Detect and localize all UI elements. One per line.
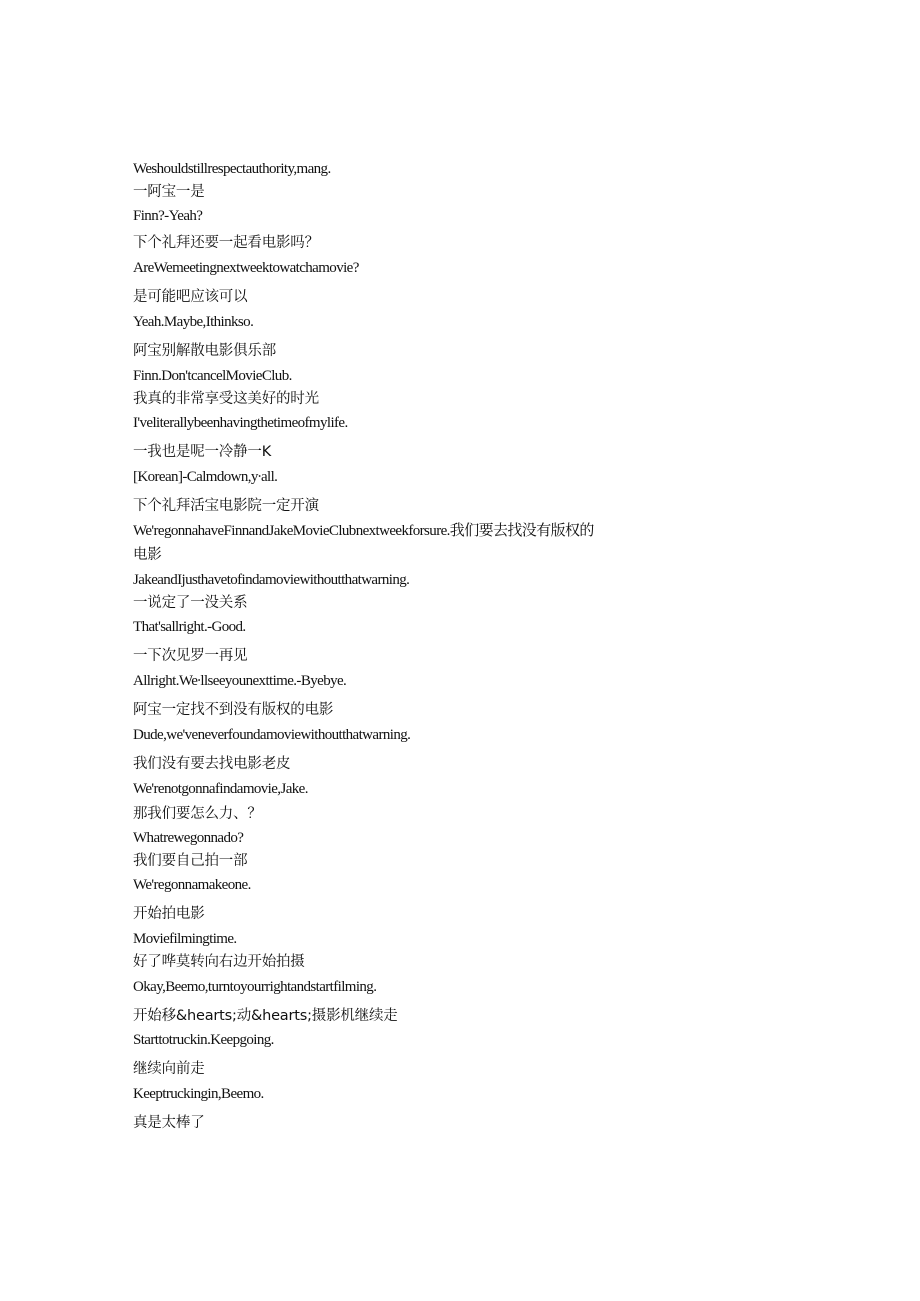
subtitle-line-english: JakeandIjusthavetofindamoviewithoutthatwarning.	[133, 572, 410, 588]
subtitle-line-chinese: 一说定了一没关系	[133, 595, 248, 611]
subtitle-line-chinese: 继续向前走	[133, 1061, 205, 1077]
subtitle-line-english: Finn?-Yeah?	[133, 208, 203, 224]
subtitle-line-english: Whatrewegonnado?	[133, 830, 244, 846]
subtitle-line-english: Finn.Don'tcancelMovieClub.	[133, 368, 292, 384]
subtitle-line-english: Yeah.Maybe,Ithinkso.	[133, 314, 254, 330]
subtitle-line-chinese: 我真的非常享受这美好的时光	[133, 391, 319, 407]
subtitle-line-english: Weshouldstillrespectauthority,mang.	[133, 161, 331, 177]
subtitle-line-chinese: 是可能吧应该可以	[133, 289, 248, 305]
subtitle-line-chinese: 那我们要怎么力、？	[133, 806, 262, 822]
subtitle-line-english: Dude,we'veneverfoundamoviewithoutthatwarning.	[133, 727, 411, 743]
subtitle-line-mixed: We'regonnahaveFinnandJakeMovieClubnextweekforsure.我们要去找没有版权的	[133, 523, 594, 539]
subtitle-line-english: AreWemeetingnextweektowatchamovie?	[133, 260, 359, 276]
subtitle-line-english: We'regonnamakeone.	[133, 877, 251, 893]
subtitle-line-chinese: 一我也是呢一冷静一K	[133, 444, 272, 460]
subtitle-line-english: Moviefilmingtime.	[133, 931, 237, 947]
subtitle-line-english: Okay,Beemo,turntoyourrightandstartfilming.	[133, 979, 377, 995]
subtitle-line-english: I'veliterallybeenhavingthetimeofmylife.	[133, 415, 348, 431]
subtitle-line-chinese: 一阿宝一是	[133, 184, 205, 200]
subtitle-line-english: We'renotgonnafindamovie,Jake.	[133, 781, 308, 797]
subtitle-line-english: Allright.We∙llseeyounexttime.-Byebye.	[133, 673, 347, 689]
subtitle-line-chinese: 我们要自己拍一部	[133, 853, 248, 869]
subtitle-line-chinese: 电影	[133, 547, 162, 563]
subtitle-line-english: [Korean]-Calmdown,y∙all.	[133, 469, 278, 485]
subtitle-line-english: Keeptruckingin,Beemo.	[133, 1086, 264, 1102]
subtitle-line-english: Starttotruckin.Keepgoing.	[133, 1032, 274, 1048]
subtitle-line-chinese: 下个礼拜还要一起看电影吗？	[133, 235, 319, 251]
subtitle-line-chinese: 一下次见罗一再见	[133, 648, 248, 664]
subtitle-line-chinese: 阿宝一定找不到没有版权的电影	[133, 702, 334, 718]
subtitle-line-chinese: 下个礼拜活宝电影院一定开演	[133, 498, 319, 514]
subtitle-line-chinese: 开始移&hearts;动&hearts;摄影机继续走	[133, 1008, 398, 1024]
subtitle-line-chinese: 真是太棒了	[133, 1115, 205, 1131]
subtitle-line-chinese: 我们没有要去找电影老皮	[133, 756, 291, 772]
subtitle-line-chinese: 阿宝别解散电影俱乐部	[133, 343, 276, 359]
subtitle-line-chinese: 好了哗莫转向右边开始拍摄	[133, 954, 305, 970]
subtitle-line-chinese: 开始拍电影	[133, 906, 205, 922]
subtitle-line-english: That'sallright.-Good.	[133, 619, 246, 635]
